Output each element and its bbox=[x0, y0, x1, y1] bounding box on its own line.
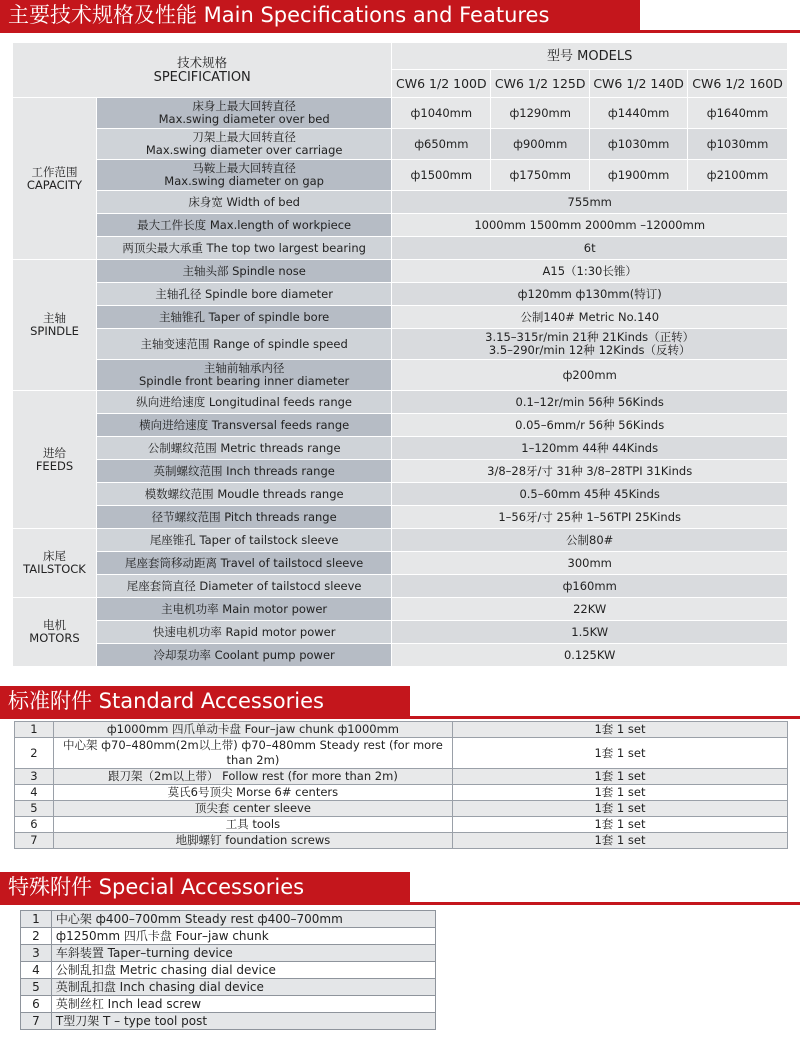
row-value: ф900mm bbox=[491, 129, 590, 160]
item-quantity: 1套 1 set bbox=[452, 785, 787, 801]
item-text: T型刀架 T – type tool post bbox=[51, 1013, 435, 1030]
special-accessory-row bbox=[21, 1013, 436, 1030]
row-value: ф1500mm bbox=[392, 160, 491, 191]
group-tailstock-cn: 床尾 bbox=[42, 549, 66, 563]
item-number: 7 bbox=[15, 833, 54, 849]
item-text: 英制丝杠 Inch lead screw bbox=[51, 996, 435, 1013]
row-label: 两顶尖最大承重 The top two largest bearing bbox=[96, 237, 391, 260]
row-value: 1.5KW bbox=[392, 621, 788, 644]
group-tailstock-en: TAILSTOCK bbox=[23, 562, 86, 576]
item-text: ф1250mm 四爪卡盘 Four–jaw chunk bbox=[51, 928, 435, 945]
row-value: 755mm bbox=[392, 191, 788, 214]
group-capacity-cn: 工作范围 bbox=[31, 164, 78, 179]
group-motors-cn: 电机 bbox=[42, 618, 66, 632]
model-140d: CW6 1/2 140D bbox=[590, 70, 688, 98]
row-value: 公制140# Metric No.140 bbox=[392, 306, 788, 329]
row-label: 最大工件长度 Max.length of workpiece bbox=[96, 214, 391, 237]
model-160d: CW6 1/2 160D bbox=[688, 70, 788, 98]
row-value: ф120mm ф130mm(特订) bbox=[392, 283, 788, 306]
row-value: ф1030mm bbox=[590, 129, 688, 160]
row-value: ф160mm bbox=[392, 575, 788, 598]
row-label: 尾座套筒直径 Diameter of tailstocd sleeve bbox=[96, 575, 391, 598]
item-text: 公制乱扣盘 Metric chasing dial device bbox=[51, 962, 435, 979]
item-number: 4 bbox=[21, 962, 52, 979]
standard-title-banner bbox=[0, 686, 800, 716]
special-accessory-row bbox=[21, 996, 436, 1013]
item-quantity: 1套 1 set bbox=[452, 722, 787, 738]
row-value: ф1030mm bbox=[688, 129, 788, 160]
row-value: ф650mm bbox=[392, 129, 491, 160]
item-text: 地脚螺钉 foundation screws bbox=[53, 833, 452, 849]
row-label: 主轴前轴承内径 Spindle front bearing inner diameter bbox=[96, 360, 391, 391]
row-value: ф1750mm bbox=[491, 160, 590, 191]
model-100d: CW6 1/2 100D bbox=[392, 70, 491, 98]
item-quantity: 1套 1 set bbox=[452, 833, 787, 849]
row-value: 3/8–28牙/寸 31种 3/8–28TPI 31Kinds bbox=[392, 460, 788, 483]
item-number: 6 bbox=[21, 996, 52, 1013]
standard-accessory-row bbox=[15, 769, 788, 785]
special-accessory-row bbox=[21, 928, 436, 945]
main-title-banner bbox=[0, 0, 800, 30]
row-value: A15（1:30长锥） bbox=[392, 260, 788, 283]
group-tailstock bbox=[13, 529, 97, 598]
item-text: 莫氏6号顶尖 Morse 6# centers bbox=[53, 785, 452, 801]
row-value: ф1640mm bbox=[688, 98, 788, 129]
row-label: 主轴变速范围 Range of spindle speed bbox=[96, 329, 391, 360]
item-number: 7 bbox=[21, 1013, 52, 1030]
item-number: 5 bbox=[15, 801, 54, 817]
row-value: 0.05–6mm/r 56种 56Kinds bbox=[392, 414, 788, 437]
row-value: 0.1–12r/min 56种 56Kinds bbox=[392, 391, 788, 414]
standard-accessory-row bbox=[15, 722, 788, 738]
special-title-banner bbox=[0, 872, 800, 902]
row-value: 1–120mm 44种 44Kinds bbox=[392, 437, 788, 460]
item-text: 英制乱扣盘 Inch chasing dial device bbox=[51, 979, 435, 996]
group-spindle-cn: 主轴 bbox=[42, 311, 66, 325]
standard-title: 标准附件 Standard Accessories bbox=[8, 689, 324, 713]
standard-accessories-table bbox=[14, 721, 788, 849]
row-label: 床身上最大回转直径 Max.swing diameter over bed bbox=[96, 98, 391, 129]
row-value: 22KW bbox=[392, 598, 788, 621]
row-value: ф200mm bbox=[392, 360, 788, 391]
row-value: ф1900mm bbox=[590, 160, 688, 191]
row-label: 刀架上最大回转直径 Max.swing diameter over carriage bbox=[96, 129, 391, 160]
standard-accessory-row bbox=[15, 833, 788, 849]
row-label: 主轴锥孔 Taper of spindle bore bbox=[96, 306, 391, 329]
standard-accessory-row bbox=[15, 785, 788, 801]
item-text: 中心架 ф400–700mm Steady rest ф400–700mm bbox=[51, 911, 435, 928]
item-number: 3 bbox=[15, 769, 54, 785]
row-label: 主轴头部 Spindle nose bbox=[96, 260, 391, 283]
model-125d: CW6 1/2 125D bbox=[491, 70, 590, 98]
item-number: 1 bbox=[15, 722, 54, 738]
special-accessories-table bbox=[20, 910, 436, 1030]
item-number: 2 bbox=[15, 738, 54, 769]
row-label: 径节螺纹范围 Pitch threads range bbox=[96, 506, 391, 529]
item-text: 顶尖套 center sleeve bbox=[53, 801, 452, 817]
spec-header-en: SPECIFICATION bbox=[153, 70, 251, 85]
item-quantity: 1套 1 set bbox=[452, 817, 787, 833]
group-spindle-en: SPINDLE bbox=[30, 324, 79, 338]
row-label: 尾座套筒移动距离 Travel of tailstocd sleeve bbox=[96, 552, 391, 575]
item-number: 1 bbox=[21, 911, 52, 928]
special-accessory-row bbox=[21, 979, 436, 996]
spec-header-cn: 技术规格 bbox=[177, 55, 228, 70]
item-number: 3 bbox=[21, 945, 52, 962]
row-value: ф1290mm bbox=[491, 98, 590, 129]
row-label: 主电机功率 Main motor power bbox=[96, 598, 391, 621]
standard-accessory-row bbox=[15, 817, 788, 833]
row-label: 纵向进给速度 Longitudinal feeds range bbox=[96, 391, 391, 414]
row-label: 主轴孔径 Spindle bore diameter bbox=[96, 283, 391, 306]
standard-accessory-row bbox=[15, 801, 788, 817]
row-label: 模数螺纹范围 Moudle threads range bbox=[96, 483, 391, 506]
standard-accessory-row bbox=[15, 738, 788, 769]
item-text: ф1000mm 四爪单动卡盘 Four–jaw chunk ф1000mm bbox=[53, 722, 452, 738]
item-number: 4 bbox=[15, 785, 54, 801]
group-feeds bbox=[13, 391, 97, 529]
special-title: 特殊附件 Special Accessories bbox=[8, 875, 305, 899]
special-accessory-row bbox=[21, 945, 436, 962]
row-value: ф1040mm bbox=[392, 98, 491, 129]
row-value: 0.5–60mm 45种 45Kinds bbox=[392, 483, 788, 506]
row-label: 马鞍上最大回转直径 Max.swing diameter on gap bbox=[96, 160, 391, 191]
item-number: 5 bbox=[21, 979, 52, 996]
row-label: 快速电机功率 Rapid motor power bbox=[96, 621, 391, 644]
group-motors-en: MOTORS bbox=[29, 631, 80, 645]
group-spindle bbox=[13, 260, 97, 391]
row-label: 英制螺纹范围 Inch threads range bbox=[96, 460, 391, 483]
row-label: 床身宽 Width of bed bbox=[96, 191, 391, 214]
models-header: 型号 MODELS bbox=[392, 43, 788, 70]
group-capacity bbox=[13, 98, 97, 260]
row-value: 300mm bbox=[392, 552, 788, 575]
row-value: 1–56牙/寸 25种 1–56TPI 25Kinds bbox=[392, 506, 788, 529]
special-accessory-row bbox=[21, 962, 436, 979]
row-label: 冷却泵功率 Coolant pump power bbox=[96, 644, 391, 667]
row-value: ф2100mm bbox=[688, 160, 788, 191]
spec-table bbox=[12, 42, 788, 667]
row-value: 3.15–315r/min 21种 21Kinds（正转） 3.5–290r/min 12种 12Kinds（反转） bbox=[392, 329, 788, 360]
row-label: 尾座锥孔 Taper of tailstock sleeve bbox=[96, 529, 391, 552]
item-quantity: 1套 1 set bbox=[452, 769, 787, 785]
row-value: 1000mm 1500mm 2000mm –12000mm bbox=[392, 214, 788, 237]
item-number: 2 bbox=[21, 928, 52, 945]
item-quantity: 1套 1 set bbox=[452, 801, 787, 817]
row-label: 公制螺纹范围 Metric threads range bbox=[96, 437, 391, 460]
row-value: 公制80# bbox=[392, 529, 788, 552]
item-text: 工具 tools bbox=[53, 817, 452, 833]
item-text: 中心架 ф70–480mm(2m以上带) ф70–480mm Steady rest (for more than 2m) bbox=[53, 738, 452, 769]
item-number: 6 bbox=[15, 817, 54, 833]
group-motors bbox=[13, 598, 97, 667]
group-feeds-cn: 进给 bbox=[42, 445, 66, 460]
group-capacity-en: CAPACITY bbox=[26, 177, 83, 192]
row-value: 6t bbox=[392, 237, 788, 260]
row-label: 横向进给速度 Transversal feeds range bbox=[96, 414, 391, 437]
item-text: 跟刀架（2m以上带） Follow rest (for more than 2m) bbox=[53, 769, 452, 785]
spec-header-cell bbox=[13, 43, 392, 98]
group-feeds-en: FEEDS bbox=[35, 458, 74, 473]
item-quantity: 1套 1 set bbox=[452, 738, 787, 769]
special-accessory-row bbox=[21, 911, 436, 928]
row-value: 0.125KW bbox=[392, 644, 788, 667]
row-value: ф1440mm bbox=[590, 98, 688, 129]
item-text: 车斜装置 Taper–turning device bbox=[51, 945, 435, 962]
main-title: 主要技术规格及性能 Main Specifications and Features bbox=[8, 3, 550, 27]
